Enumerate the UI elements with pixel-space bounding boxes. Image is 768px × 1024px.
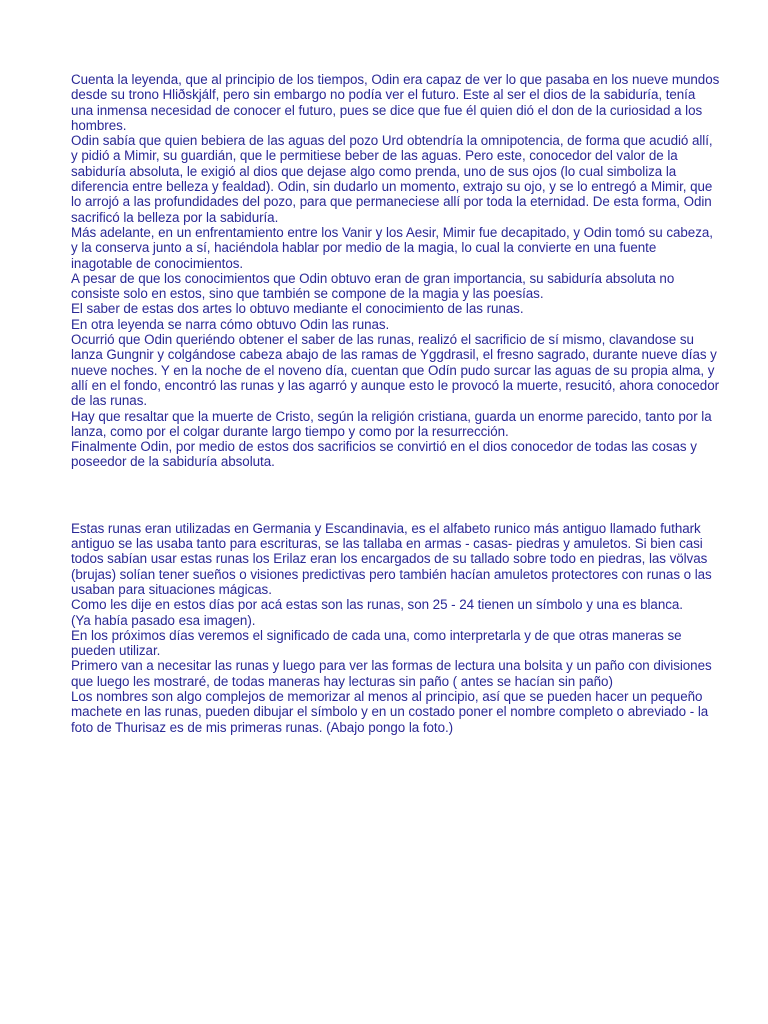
paragraph-other-legend: En otra leyenda se narra cómo obtuvo Odin las runas. xyxy=(71,316,390,332)
paragraph-christ: Hay que resaltar que la muerte de Cristo, según la religión cristiana, guarda un enorme parecido, tanto por la lanza, como por el colgar durante largo tiempo y como por la resurrección. xyxy=(71,408,712,439)
paragraph-legend-intro: Cuenta la leyenda, que al principio de los tiempos, Odin era capaz de ver lo que pasaba en los nueve mundos desde su trono Hliðskjálf, pero sin embargo no podía ver el futuro. Este al ser el dios de la sabiduría, tenía una inmensa necesidad de conocer el futuro, pues se dice que fue él quien dió el don de la curiosidad a los hombres. xyxy=(71,72,720,133)
document-page xyxy=(71,72,721,735)
paragraph-runes-usage: Estas runas eran utilizadas en Germania y Escandinavia, es el alfabeto runico más antiguo llamado futhark antiguo se las usaba tanto para escrituras, se las tallaba en armas - casas- piedras y amuletos. Si bien casi todos sabían usar estas runas los Erilaz eran los encargados de su tallado sobre todo en piedras, las völvas (brujas) solían tener sueños o visiones predictivas pero también hacían amuletos protectores con runas o las usaban para situaciones mágicas. xyxy=(71,520,712,597)
paragraph-well-urd: Odin sabía que quien bebiera de las aguas del pozo Urd obtendría la omnipotencia, de forma que acudió allí, y pidió a Mimir, su guardián, que le permitiese beber de las aguas. Pero este, conocedor del valor de la sabiduría absoluta, le exigió al dios que dejase algo como prenda, uno de sus ojos (lo cual simboliza la diferencia entre belleza y fealdad). Odin, sin dudarlo un momento, extrajo su ojo, y se lo entregó a Mimir, que lo arrojó a las profundidades del pozo, para que permaneciese allí por toda la eternidad. De esta forma, Odin sacrificó la belleza por la sabiduría. xyxy=(71,133,713,225)
paragraph-conclusion: Finalmente Odin, por medio de estos dos sacrificios se convirtió en el dios conocedor de todas las cosas y poseedor de la sabiduría absoluta. xyxy=(71,439,697,470)
paragraph-sacrifice: Ocurrió que Odin queriéndo obtener el saber de las runas, realizó el sacrificio de sí mismo, clavandose su lanza Gungnir y colgándose cabeza abajo de las ramas de Yggdrasil, el fresno sagrado, durante nueve días y nueve noches. Y en la noche de el noveno día, cuentan que Odín pudo surcar las aguas de su propia alma, y allí en el fondo, encontró las runas y las agarró y aunque esto le provocó la muerte, resucitó, ahora conocedor de las runas. xyxy=(71,332,720,409)
paragraph-mimir-head: Más adelante, en un enfrentamiento entre los Vanir y los Aesir, Mimir fue decapitado, y Odin tomó su cabeza, y la conserva junto a sí, haciéndola hablar por medio de la magia, lo cual la convierte en una fuente inagotable de conocimientos. xyxy=(71,224,713,271)
paragraph-knowledge: A pesar de que los conocimientos que Odin obtuvo eran de gran importancia, su sabiduría absoluta no consiste solo en estos, sino que también se compone de la magia y las poesías. xyxy=(71,270,675,302)
paragraph-runes-count: Como les dije en estos días por acá estas son las runas, son 25 - 24 tienen un símbolo y una es blanca. xyxy=(71,597,683,613)
legend-section xyxy=(71,72,721,470)
runes-section xyxy=(71,521,721,735)
paragraph-image-note: (Ya había pasado esa imagen). xyxy=(71,612,256,628)
paragraph-materials: Primero van a necesitar las runas y luego para ver las formas de lectura una bolsita y un paño con divisiones que luego les mostraré, de todas maneras hay lecturas sin paño ( antes se hacían sin paño) xyxy=(71,658,712,689)
paragraph-next-days: En los próximos días veremos el significado de cada una, como interpretarla y de que otras maneras se pueden utilizar. xyxy=(71,627,682,659)
paragraph-names: Los nombres son algo complejos de memorizar al menos al principio, así que se pueden hacer un pequeño machete en las runas, pueden dibujar el símbolo y en un costado poner el nombre completo o abreviado - la foto de Thurisaz es de mis primeras runas. (Abajo pongo la foto.) xyxy=(71,688,709,735)
paragraph-arts: El saber de estas dos artes lo obtuvo mediante el conocimiento de las runas. xyxy=(71,301,524,317)
